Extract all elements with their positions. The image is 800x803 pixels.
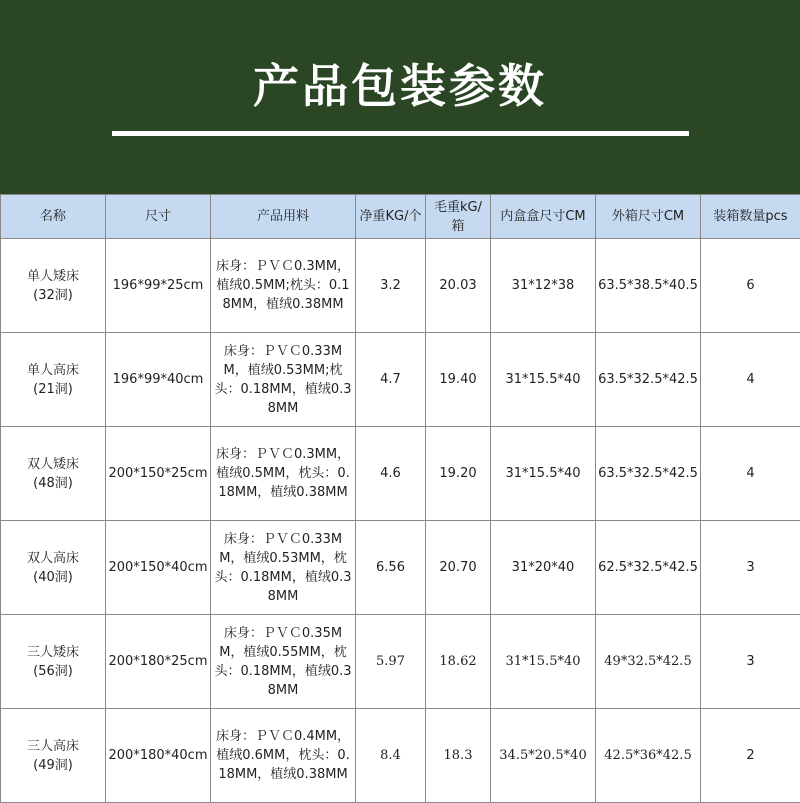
inner-box-cell: 34.5*20.5*40 [491,709,596,803]
hole-count: (56洞) [3,662,103,681]
gross-weight-cell: 19.20 [426,427,491,521]
column-header-outer-box: 外箱尺寸CM [596,195,701,239]
column-header-name: 名称 [1,195,106,239]
hole-count: (40洞) [3,568,103,587]
product-name: 三人矮床 [3,643,103,662]
table-row [1,333,800,427]
table-row [1,709,800,803]
net-weight-cell: 3.2 [356,239,426,333]
outer-box-cell: 62.5*32.5*42.5 [596,521,701,615]
product-name-cell [1,615,106,709]
product-name-cell [1,709,106,803]
column-header-inner-box: 内盒盒尺寸CM [491,195,596,239]
product-name: 三人高床 [3,737,103,756]
material-cell: 床身：ＰＶＣ0.33MM，植绒0.53MM;枕头：0.18MM，植绒0.38MM [211,333,356,427]
material-cell: 床身：ＰＶＣ0.3MM，植绒0.5MM;枕头：0.18MM，植绒0.38MM [211,239,356,333]
material-cell: 床身：ＰＶＣ0.33MM，植绒0.53MM，枕头：0.18MM，植绒0.38MM [211,521,356,615]
inner-box-cell: 31*15.5*40 [491,615,596,709]
net-weight-cell: 4.6 [356,427,426,521]
size-cell: 200*180*25cm [106,615,211,709]
size-cell: 200*180*40cm [106,709,211,803]
quantity-cell: 6 [701,239,800,333]
net-weight-cell: 6.56 [356,521,426,615]
product-name-cell [1,521,106,615]
column-header-material: 产品用料 [211,195,356,239]
quantity-cell: 3 [701,615,800,709]
quantity-cell: 4 [701,427,800,521]
quantity-cell: 2 [701,709,800,803]
net-weight-cell: 8.4 [356,709,426,803]
gross-weight-cell: 20.03 [426,239,491,333]
column-header-size: 尺寸 [106,195,211,239]
table-row [1,239,800,333]
gross-weight-cell: 18.3 [426,709,491,803]
column-header-quantity: 装箱数量pcs [701,195,800,239]
size-cell: 196*99*40cm [106,333,211,427]
inner-box-cell: 31*15.5*40 [491,427,596,521]
title-banner [0,0,800,194]
outer-box-cell: 49*32.5*42.5 [596,615,701,709]
product-name: 双人矮床 [3,455,103,474]
outer-box-cell: 63.5*32.5*42.5 [596,333,701,427]
table-header-row [1,195,800,239]
hole-count: (21洞) [3,380,103,399]
hole-count: (49洞) [3,756,103,775]
product-name-cell [1,427,106,521]
table-row [1,521,800,615]
table-row [1,615,800,709]
product-name: 双人高床 [3,549,103,568]
product-name-cell [1,239,106,333]
material-cell: 床身：ＰＶＣ0.35MM，植绒0.55MM，枕头：0.18MM，植绒0.38MM [211,615,356,709]
table-row [1,427,800,521]
material-cell: 床身：ＰＶＣ0.3MM，植绒0.5MM，枕头：0.18MM，植绒0.38MM [211,427,356,521]
quantity-cell: 3 [701,521,800,615]
size-cell: 200*150*25cm [106,427,211,521]
outer-box-cell: 63.5*38.5*40.5 [596,239,701,333]
title-underline [112,131,689,136]
product-name: 单人矮床 [3,267,103,286]
hole-count: (48洞) [3,474,103,493]
gross-weight-cell: 19.40 [426,333,491,427]
inner-box-cell: 31*12*38 [491,239,596,333]
outer-box-cell: 63.5*32.5*42.5 [596,427,701,521]
gross-weight-cell: 18.62 [426,615,491,709]
size-cell: 200*150*40cm [106,521,211,615]
inner-box-cell: 31*20*40 [491,521,596,615]
page-title: 产品包装参数 [0,50,800,116]
column-header-gross-weight: 毛重kG/箱 [426,195,491,239]
inner-box-cell: 31*15.5*40 [491,333,596,427]
gross-weight-cell: 20.70 [426,521,491,615]
quantity-cell: 4 [701,333,800,427]
packaging-spec-table [0,194,800,803]
net-weight-cell: 5.97 [356,615,426,709]
product-name-cell [1,333,106,427]
outer-box-cell: 42.5*36*42.5 [596,709,701,803]
hole-count: (32洞) [3,286,103,305]
column-header-net-weight: 净重KG/个 [356,195,426,239]
material-cell: 床身：ＰＶＣ0.4MM，植绒0.6MM，枕头：0.18MM，植绒0.38MM [211,709,356,803]
net-weight-cell: 4.7 [356,333,426,427]
size-cell: 196*99*25cm [106,239,211,333]
product-name: 单人高床 [3,361,103,380]
